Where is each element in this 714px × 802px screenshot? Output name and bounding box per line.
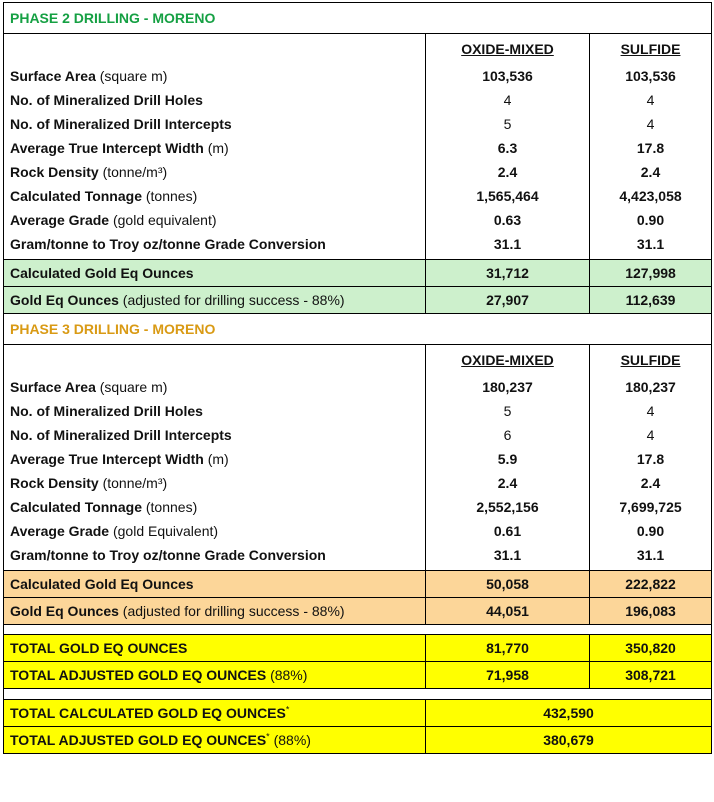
data-row	[4, 447, 712, 471]
row-unit: (m)	[207, 140, 229, 156]
row-label-text: Gram/tonne to Troy oz/tonne Grade Conversion	[10, 236, 326, 252]
row-label	[4, 208, 426, 232]
data-row	[4, 423, 712, 447]
row-label-text: Calculated Gold Eq Ounces	[10, 576, 194, 592]
row-label	[4, 635, 426, 662]
sulfide-value: 222,822	[590, 571, 712, 598]
grand-value: 380,679	[426, 727, 712, 754]
oxide-value: 31.1	[426, 543, 590, 571]
row-label	[4, 160, 426, 184]
sulfide-value: 31.1	[590, 232, 712, 260]
sulfide-value: 103,536	[590, 64, 712, 88]
sulfide-value: 127,998	[590, 260, 712, 287]
data-row	[4, 208, 712, 232]
row-label-text: Average Grade	[10, 212, 110, 228]
sulfide-value: 4,423,058	[590, 184, 712, 208]
spacer	[4, 625, 712, 635]
row-unit: (tonne/m³)	[102, 475, 168, 491]
row-label	[4, 571, 426, 598]
row-label-text: Surface Area	[10, 68, 96, 84]
row-label	[4, 447, 426, 471]
row-unit: (m)	[207, 451, 229, 467]
sulfide-value: 196,083	[590, 598, 712, 625]
row-label-text: Calculated Tonnage	[10, 188, 142, 204]
row-label	[4, 598, 426, 625]
data-row	[4, 543, 712, 571]
spacer-row	[4, 689, 712, 700]
row-label-text: Gram/tonne to Troy oz/tonne Grade Conversion	[10, 547, 326, 563]
row-label-text: Average True Intercept Width	[10, 451, 204, 467]
oxide-value: 50,058	[426, 571, 590, 598]
oxide-value: 6	[426, 423, 590, 447]
header-blank	[4, 34, 426, 65]
row-label-text: Gold Eq Ounces	[10, 603, 119, 619]
calculated-ounces-row	[4, 571, 712, 598]
oxide-value: 0.61	[426, 519, 590, 543]
header-sulfide	[590, 34, 712, 65]
row-label	[4, 727, 426, 754]
row-label-text: No. of Mineralized Drill Intercepts	[10, 427, 232, 443]
row-label-text: Average True Intercept Width	[10, 140, 204, 156]
row-unit: (adjusted for drilling success - 88%)	[122, 292, 345, 308]
grand-calculated-row	[4, 700, 712, 727]
row-label-text: No. of Mineralized Drill Holes	[10, 92, 203, 108]
sulfide-value: 350,820	[590, 635, 712, 662]
adjusted-ounces-row	[4, 598, 712, 625]
sulfide-value: 4	[590, 399, 712, 423]
row-label	[4, 232, 426, 260]
row-label-text: Calculated Tonnage	[10, 499, 142, 515]
header-blank	[4, 345, 426, 376]
sulfide-value: 112,639	[590, 287, 712, 314]
data-row	[4, 88, 712, 112]
oxide-value: 180,237	[426, 375, 590, 399]
header-oxide-label: OXIDE-MIXED	[461, 41, 554, 57]
row-label-text: Gold Eq Ounces	[10, 292, 119, 308]
header-sulfide-label: SULFIDE	[620, 41, 681, 57]
sulfide-value: 2.4	[590, 160, 712, 184]
data-row	[4, 160, 712, 184]
sulfide-value: 4	[590, 423, 712, 447]
header-oxide-label: OXIDE-MIXED	[461, 352, 554, 368]
row-label	[4, 287, 426, 314]
sulfide-value: 4	[590, 88, 712, 112]
sulfide-value: 308,721	[590, 662, 712, 689]
footnote-mark: *	[266, 731, 270, 742]
row-label	[4, 471, 426, 495]
sulfide-value: 4	[590, 112, 712, 136]
phase-title: PHASE 3 DRILLING - MORENO	[4, 314, 712, 345]
row-unit: (gold equivalent)	[112, 212, 217, 228]
total-adjusted-ounces-row	[4, 662, 712, 689]
data-row	[4, 471, 712, 495]
data-row	[4, 519, 712, 543]
row-label	[4, 700, 426, 727]
row-unit: (tonne/m³)	[102, 164, 168, 180]
grand-value: 432,590	[426, 700, 712, 727]
row-unit: (gold Equivalent)	[112, 523, 219, 539]
footnote-mark: *	[285, 704, 290, 715]
row-label	[4, 662, 426, 689]
sulfide-value: 17.8	[590, 447, 712, 471]
column-header-row	[4, 345, 712, 376]
header-sulfide	[590, 345, 712, 376]
oxide-value: 2.4	[426, 160, 590, 184]
oxide-value: 1,565,464	[426, 184, 590, 208]
row-label-text: No. of Mineralized Drill Intercepts	[10, 116, 232, 132]
phase-title-row	[4, 314, 712, 345]
row-label	[4, 136, 426, 160]
oxide-value: 71,958	[426, 662, 590, 689]
calculated-ounces-row	[4, 260, 712, 287]
oxide-value: 5.9	[426, 447, 590, 471]
oxide-value: 31,712	[426, 260, 590, 287]
oxide-value: 2.4	[426, 471, 590, 495]
row-label	[4, 423, 426, 447]
row-label	[4, 375, 426, 399]
row-label-text: TOTAL GOLD EQ OUNCES	[10, 640, 188, 656]
oxide-value: 5	[426, 399, 590, 423]
header-oxide	[426, 34, 590, 65]
row-label-text: Average Grade	[10, 523, 110, 539]
data-row	[4, 184, 712, 208]
row-label-text: Surface Area	[10, 379, 96, 395]
sulfide-value: 2.4	[590, 471, 712, 495]
row-label-text: TOTAL ADJUSTED GOLD EQ OUNCES	[10, 667, 267, 683]
data-row	[4, 136, 712, 160]
row-label-text: No. of Mineralized Drill Holes	[10, 403, 203, 419]
row-label	[4, 64, 426, 88]
row-label-text: Rock Density	[10, 475, 99, 491]
spacer-row	[4, 625, 712, 635]
data-row	[4, 399, 712, 423]
row-label	[4, 495, 426, 519]
adjusted-ounces-row	[4, 287, 712, 314]
data-row	[4, 495, 712, 519]
row-unit: (88%)	[270, 667, 308, 683]
oxide-value: 103,536	[426, 64, 590, 88]
sulfide-value: 7,699,725	[590, 495, 712, 519]
oxide-value: 5	[426, 112, 590, 136]
row-label-text: Calculated Gold Eq Ounces	[10, 265, 194, 281]
grand-adjusted-row	[4, 727, 712, 754]
total-ounces-row	[4, 635, 712, 662]
header-sulfide-label: SULFIDE	[620, 352, 681, 368]
row-label	[4, 399, 426, 423]
sulfide-value: 0.90	[590, 519, 712, 543]
row-unit: (88%)	[273, 732, 311, 748]
data-row	[4, 64, 712, 88]
row-label	[4, 260, 426, 287]
row-unit: (square m)	[99, 68, 168, 84]
spacer	[4, 689, 712, 700]
sulfide-value: 31.1	[590, 543, 712, 571]
data-row	[4, 112, 712, 136]
phase-title: PHASE 2 DRILLING - MORENO	[4, 3, 712, 34]
row-label-text: Rock Density	[10, 164, 99, 180]
data-row	[4, 232, 712, 260]
row-label	[4, 88, 426, 112]
oxide-value: 44,051	[426, 598, 590, 625]
row-label-text: TOTAL ADJUSTED GOLD EQ OUNCES	[10, 732, 267, 748]
oxide-value: 31.1	[426, 232, 590, 260]
row-unit: (adjusted for drilling success - 88%)	[122, 603, 345, 619]
oxide-value: 81,770	[426, 635, 590, 662]
oxide-value: 27,907	[426, 287, 590, 314]
oxide-value: 4	[426, 88, 590, 112]
row-label	[4, 519, 426, 543]
oxide-value: 0.63	[426, 208, 590, 232]
row-unit: (tonnes)	[145, 188, 198, 204]
sulfide-value: 180,237	[590, 375, 712, 399]
header-oxide	[426, 345, 590, 376]
row-label	[4, 112, 426, 136]
column-header-row	[4, 34, 712, 65]
oxide-value: 6.3	[426, 136, 590, 160]
phase-title-row	[4, 3, 712, 34]
row-label-text: TOTAL CALCULATED GOLD EQ OUNCES	[10, 705, 286, 721]
sulfide-value: 17.8	[590, 136, 712, 160]
gold-ounces-table	[3, 2, 711, 754]
data-row	[4, 375, 712, 399]
row-unit: (tonnes)	[145, 499, 198, 515]
oxide-value: 2,552,156	[426, 495, 590, 519]
row-label	[4, 184, 426, 208]
row-unit: (square m)	[99, 379, 168, 395]
row-label	[4, 543, 426, 571]
sulfide-value: 0.90	[590, 208, 712, 232]
